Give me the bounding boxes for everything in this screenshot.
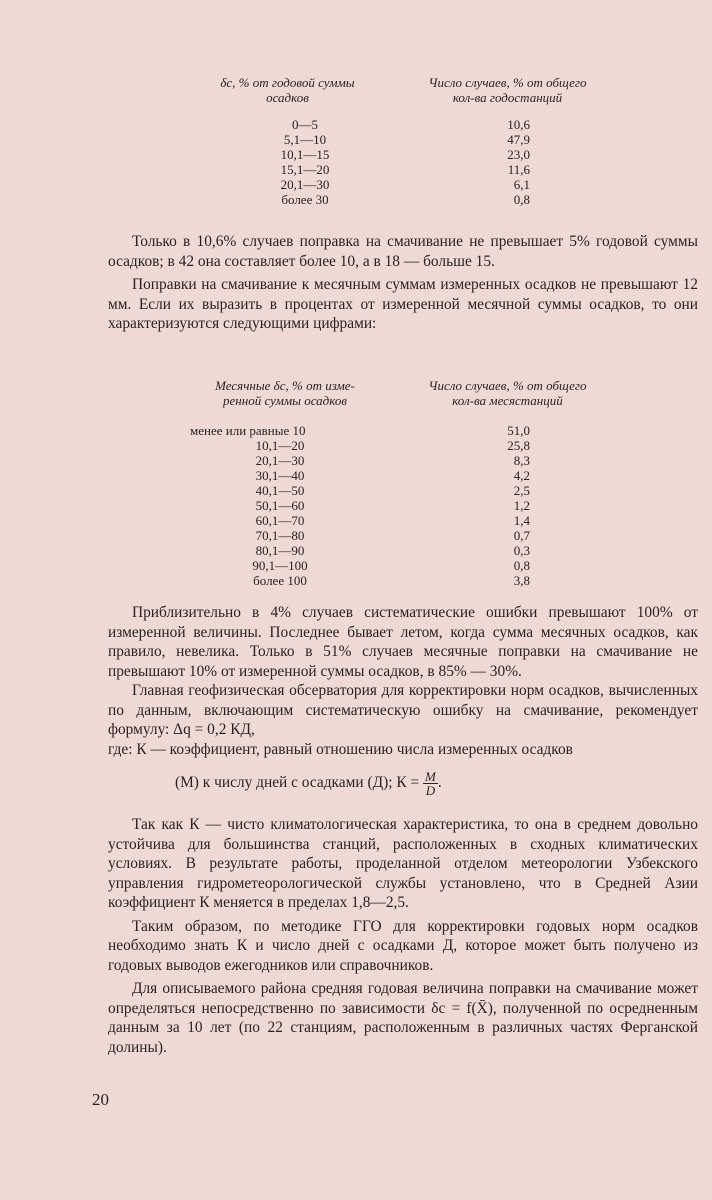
table1-range-cell: 0—5: [292, 117, 318, 132]
table2-value-cell: 1,4: [513, 513, 530, 528]
table1-range-cell: 20,1—30: [280, 177, 330, 192]
table1-header-left-line2: осадков: [266, 90, 309, 105]
paragraph-climatic-characteristic: Так как К — чисто климатологическая характеристика, то она в среднем довольно устойчива для большинства станций, расположенных в сходных климатических условиях. В результате работы, проделанной отделом метеорологии Узбекского управления гидрометеорологической службы установлено, что в Средней Азии коэффициент К меняется в пределах 1,8—2,5.: [108, 816, 698, 911]
table1-value-cell: 0,8: [513, 192, 530, 207]
formula-text: (М) к числу дней с осадками (Д); К =: [175, 774, 420, 792]
table2-value-cell: 0,7: [513, 528, 530, 543]
formula-denominator: D: [425, 783, 436, 798]
table2-value-cell: 51,0: [507, 423, 530, 438]
table2-value-cell: 25,8: [507, 438, 530, 453]
table2-range-cell: 40,1—50: [255, 483, 305, 498]
formula-k: [175, 770, 595, 797]
table2-header-left: [175, 378, 395, 408]
table2-range-cell: более 100: [253, 573, 307, 588]
table2-value-cell: 8,3: [513, 453, 530, 468]
table2-value-cell: 3,8: [513, 573, 530, 588]
table1-header-left: [180, 75, 395, 105]
table2-range-cell: 10,1—20: [255, 438, 305, 453]
table1-value-cell: 23,0: [507, 147, 530, 162]
table2-range-cell: 50,1—60: [255, 498, 305, 513]
table1-range-cell: 5,1—10: [283, 132, 327, 147]
table2-range-cell: 80,1—90: [255, 543, 305, 558]
paragraph-ggo-method: Таким образом, по методике ГГО для корректировки годовых норм осадков необходимо знать К и число дней с осадками Д, которое может быть получено из годовых выводов ежегодников или справочников.: [108, 917, 698, 974]
text-block-1: [108, 232, 698, 334]
paragraph-k-definition: где: К — коэффициент, равный отношению числа измеренных осадков: [108, 740, 573, 758]
table2-range-cell: менее или равные 10: [190, 423, 306, 438]
paragraph-annual-share: Только в 10,6% случаев поправка на смачивание не превышает 5% годовой суммы осадков; в 42 она составляет более 10, а в 18 — больше 15.: [108, 233, 698, 270]
table1-range-cell: более 30: [281, 192, 329, 207]
paragraph-systematic-errors: Приблизительно в 4% случаев систематические ошибки превышают 100% от измеренной величины. Последнее бывает летом, когда сумма месячных осадков, как правило, невелика. Только в 51% случаев месячные поправки на смачивание не превышают 10% от измеренной суммы осадков, в 85% — 30%.: [108, 604, 698, 680]
paragraph-monthly-intro: Поправки на смачивание к месячным суммам измеренных осадков не превышают 12 мм. Если их выразить в процентах от измеренной месячной суммы осадков, то они характеризуются следующими цифрами:: [108, 276, 698, 332]
table1-range-cell: 15,1—20: [280, 162, 330, 177]
table1-value-cell: 10,6: [507, 117, 530, 132]
table2-header-left-line1: Месячные δс, % от изме-: [215, 378, 355, 393]
table1-range-column: [240, 117, 370, 207]
formula-fraction: [423, 770, 438, 797]
table2-value-cell: 2,5: [513, 483, 530, 498]
table1-value-cell: 47,9: [507, 132, 530, 147]
text-block-2: [108, 603, 698, 759]
table2-header-left-line2: ренной суммы осадков: [223, 393, 347, 408]
table2-range-cell: 30,1—40: [255, 468, 305, 483]
paragraph-regional-dependence: Для описываемого района средняя годовая величина поправки на смачивание может определяться непосредственно по зависимости δс = f(X̄), полученной по осредненным данным за 10 лет (по 22 станциям, расположенным в различных частях Ферганской долины).: [108, 980, 698, 1056]
table2-range-cell: 20,1—30: [255, 453, 305, 468]
table1-value-cell: 11,6: [507, 162, 530, 177]
table2-header-right-line2: кол-ва месястанций: [452, 393, 563, 408]
table1-value-cell: 6,1: [513, 177, 530, 192]
table2-range-cell: 70,1—80: [255, 528, 305, 543]
table1-header-left-line1: δс, % от годовой суммы: [220, 75, 355, 90]
table1-header-right-line1: Число случаев, % от общего: [428, 75, 587, 90]
table2-range-cell: 60,1—70: [255, 513, 305, 528]
table1-header-right: [395, 75, 620, 105]
table2-range-cell: 90,1—100: [252, 558, 308, 573]
table2-value-cell: 0,8: [513, 558, 530, 573]
table1-range-cell: 10,1—15: [280, 147, 330, 162]
table2-value-cell: 0,3: [513, 543, 530, 558]
text-block-3: [108, 815, 698, 1057]
table2-value-cell: 1,2: [513, 498, 530, 513]
formula-numerator: M: [424, 769, 436, 784]
page-number: 20: [92, 1090, 109, 1109]
paragraph-ggo-formula: Главная геофизическая обсерватория для корректировки норм осадков, вычисленных по данным, включающим систематическую ошибку на смачивание, рекомендует формулу: Δq = 0,2 КД,: [108, 682, 698, 738]
table2-value-column: [470, 423, 530, 588]
table1-value-column: [470, 117, 530, 207]
table2-range-column: [190, 423, 370, 588]
formula-tail: .: [437, 774, 442, 792]
table2-value-cell: 4,2: [513, 468, 530, 483]
table2-header-right: [395, 378, 620, 408]
table1-header-right-line2: кол-ва годостанций: [452, 90, 563, 105]
table2-header-right-line1: Число случаев, % от общего: [428, 378, 587, 393]
